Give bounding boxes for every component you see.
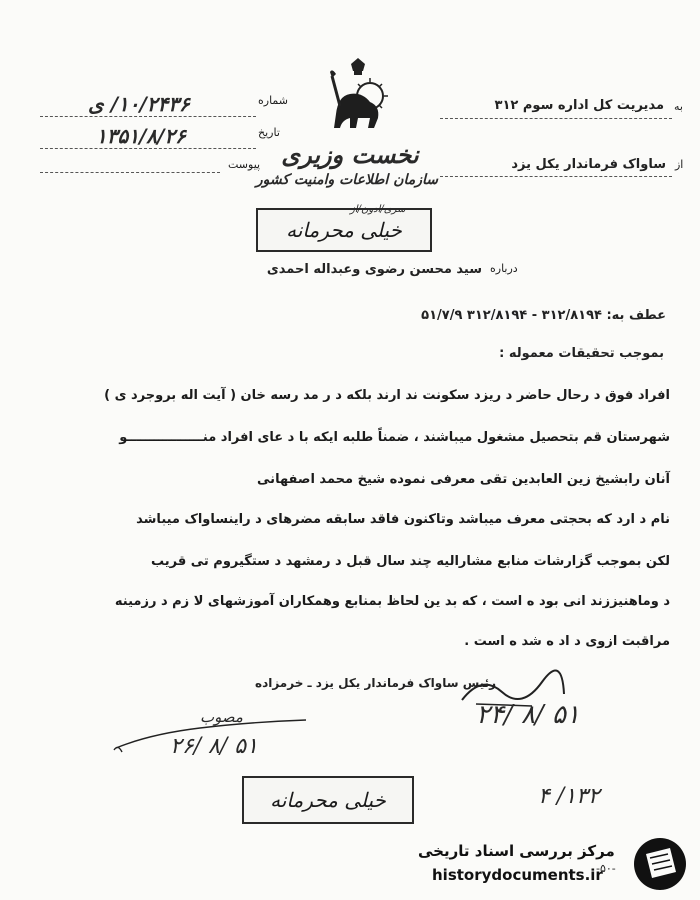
from-value: ساواک فرماندار یکل یزد (511, 157, 666, 172)
regarding-value: سید محسن رضوی وعبداله احمدی (266, 262, 482, 277)
archive-logo-icon (632, 836, 688, 892)
top-classification-stamp (256, 208, 432, 252)
attachment-label: پیوست (228, 158, 261, 171)
watermark-url: historydocuments.ir (432, 866, 603, 884)
body-line-5: لکن بموجب گزارشات منابع مشارالیه چند سال قبل د رمشهد د ستگیروم تی قریب (150, 554, 670, 569)
number-label: شماره (258, 94, 289, 107)
lion-and-sun-emblem-icon (318, 56, 398, 136)
org-subtitle: سازمان اطلاعات وامنیت کشور (255, 172, 438, 188)
hand-number-bottom: ۴ /۱۳۲ (538, 784, 600, 809)
hand-date-left: ۲۶/ ۸/ ۵۱ (170, 734, 258, 759)
to-value: مدیریت کل اداره سوم ۳۱۲ (494, 98, 664, 113)
from-label: از (675, 158, 684, 171)
body-intro: بموجب تحقیقات معموله : (499, 346, 664, 361)
date-value: ۱۳۵۱/۸/۲۶ (96, 124, 186, 148)
date-line (40, 148, 256, 149)
body-line-1: افراد فوق د رحال حاضر د ریزد سکونت ند ارند بلکه د ر مد رسه خان ( آیت اله بروجرد ی ) (104, 388, 670, 403)
top-stamp-text: خیلی محرمانه (286, 218, 402, 242)
hand-note-left: مصوب (200, 708, 243, 726)
body-line-2: شهرستان قم بتحصیل مشغول میباشند ، ضمناً طلبه ایکه با د عای افراد منـــــــــــــــــو (119, 430, 670, 445)
regarding-label: درباره (490, 262, 518, 275)
number-value: ۱۰/۲۴۳۶/ ی (88, 92, 190, 116)
page-number: -۵۰- (596, 862, 616, 875)
hand-date-right: ۲۴/ ۸/ ۵۱ (476, 700, 580, 730)
reference-line: عطف به: ۳۱۲/۸۱۹۴ - ۳۱۲/۸۱۹۴ ۵۱/۷/۹ (421, 308, 666, 323)
body-line-4: نام د ارد که بحجتی معرف میباشد وتاکنون فاقد سابقه مضرهای د راینساواک میباشد (136, 512, 670, 527)
signer-line: رئیس ساواک فرماندار یکل یزد ـ خرمزاده (254, 676, 496, 690)
top-stamp-small-text: سری/ادون/از (350, 204, 406, 215)
to-label: به (674, 100, 683, 113)
attachment-line (40, 172, 220, 173)
body-line-6: د وماهنیززند انی بود ه است ، که بد ین لحاظ بمنابع وهمکاران آموزشهای لا زم د رزمینه (114, 594, 670, 609)
bottom-stamp-text: خیلی محرمانه (270, 788, 386, 812)
org-title: نخست وزیری (281, 140, 419, 169)
to-line (440, 118, 672, 119)
bottom-classification-stamp (242, 776, 414, 824)
body-line-3: آنان رابشیخ زین العابدین تقی معرفی نموده شیخ محمد اصفهانی (257, 472, 670, 487)
date-label: تاریخ (258, 126, 280, 139)
watermark-title: مرکز بررسی اسناد تاریخی (418, 842, 615, 860)
from-line (440, 176, 672, 177)
body-line-7: مراقبت ازوی د اد ه شد ه است . (464, 634, 670, 649)
number-line (40, 116, 256, 117)
